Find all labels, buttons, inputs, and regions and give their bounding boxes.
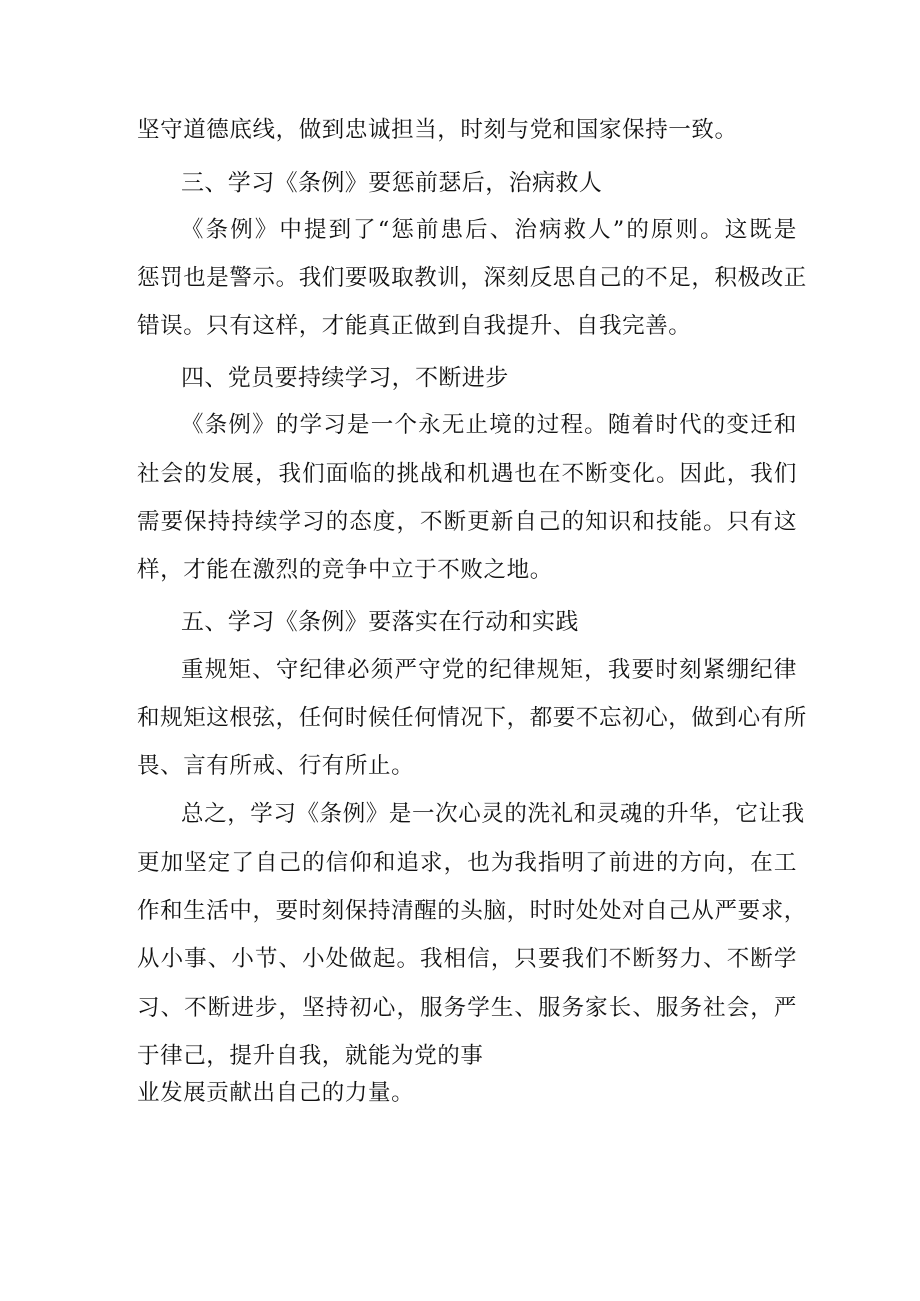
paragraph-line: 《条例》中提到了“惩前患后、治病救人”的原则。这既是 xyxy=(181,217,797,243)
paragraph-line: 从小事、小节、小处做起。我相信，只要我们不断努力、不断学 xyxy=(137,946,797,972)
paragraph-line: 需要保持持续学习的态度，不断更新自己的知识和技能。只有这 xyxy=(137,509,797,535)
paragraph-line: 《条例》的学习是一个永无止境的过程。随着时代的变迁和 xyxy=(181,412,797,438)
paragraph-line: 惩罚也是警示。我们要吸取教训，深刻反思自己的不足，积极改正 xyxy=(137,265,807,291)
section-heading-3: 三、学习《条例》要惩前瑟后，治病救人 xyxy=(181,170,603,196)
paragraph-line: 于律己，提升自我，就能为党的事 xyxy=(137,1043,484,1069)
section-heading-5: 五、学习《条例》要落实在行动和实践 xyxy=(181,609,579,635)
paragraph-line: 更加坚定了自己的信仰和追求，也为我指明了前进的方向，在工 xyxy=(137,850,797,876)
paragraph-line: 总之，学习《条例》是一次心灵的洗礼和灵魂的升华，它让我 xyxy=(181,801,805,827)
paragraph-line: 业发展贡献出自己的力量。 xyxy=(137,1080,415,1106)
paragraph-line: 社会的发展，我们面临的挑战和机遇也在不断变化。因此，我们 xyxy=(137,461,797,487)
paragraph-line: 样，才能在激烈的竞争中立于不败之地。 xyxy=(137,557,553,583)
paragraph-line: 作和生活中，要时刻保持清醒的头脑，时时处处对自己从严要求， xyxy=(137,898,807,924)
paragraph-line: 坚守道德底线，做到忠诚担当，时刻与党和国家保持一致。 xyxy=(137,117,738,143)
paragraph-line: 畏、言有所戒、行有所止。 xyxy=(137,753,415,779)
paragraph-line: 错误。只有这样，才能真正做到自我提升、自我完善。 xyxy=(137,313,692,339)
paragraph-line: 重规矩、守纪律必须严守党的纪律规矩，我要时刻紧绷纪律 xyxy=(181,657,797,683)
section-heading-4: 四、党员要持续学习，不断进步 xyxy=(181,365,509,391)
paragraph-line: 习、不断进步，坚持初心，服务学生、服务家长、服务社会，严 xyxy=(137,995,797,1021)
paragraph-line: 和规矩这根弦，任何时候任何情况下，都要不忘初心，做到心有所 xyxy=(137,705,807,731)
